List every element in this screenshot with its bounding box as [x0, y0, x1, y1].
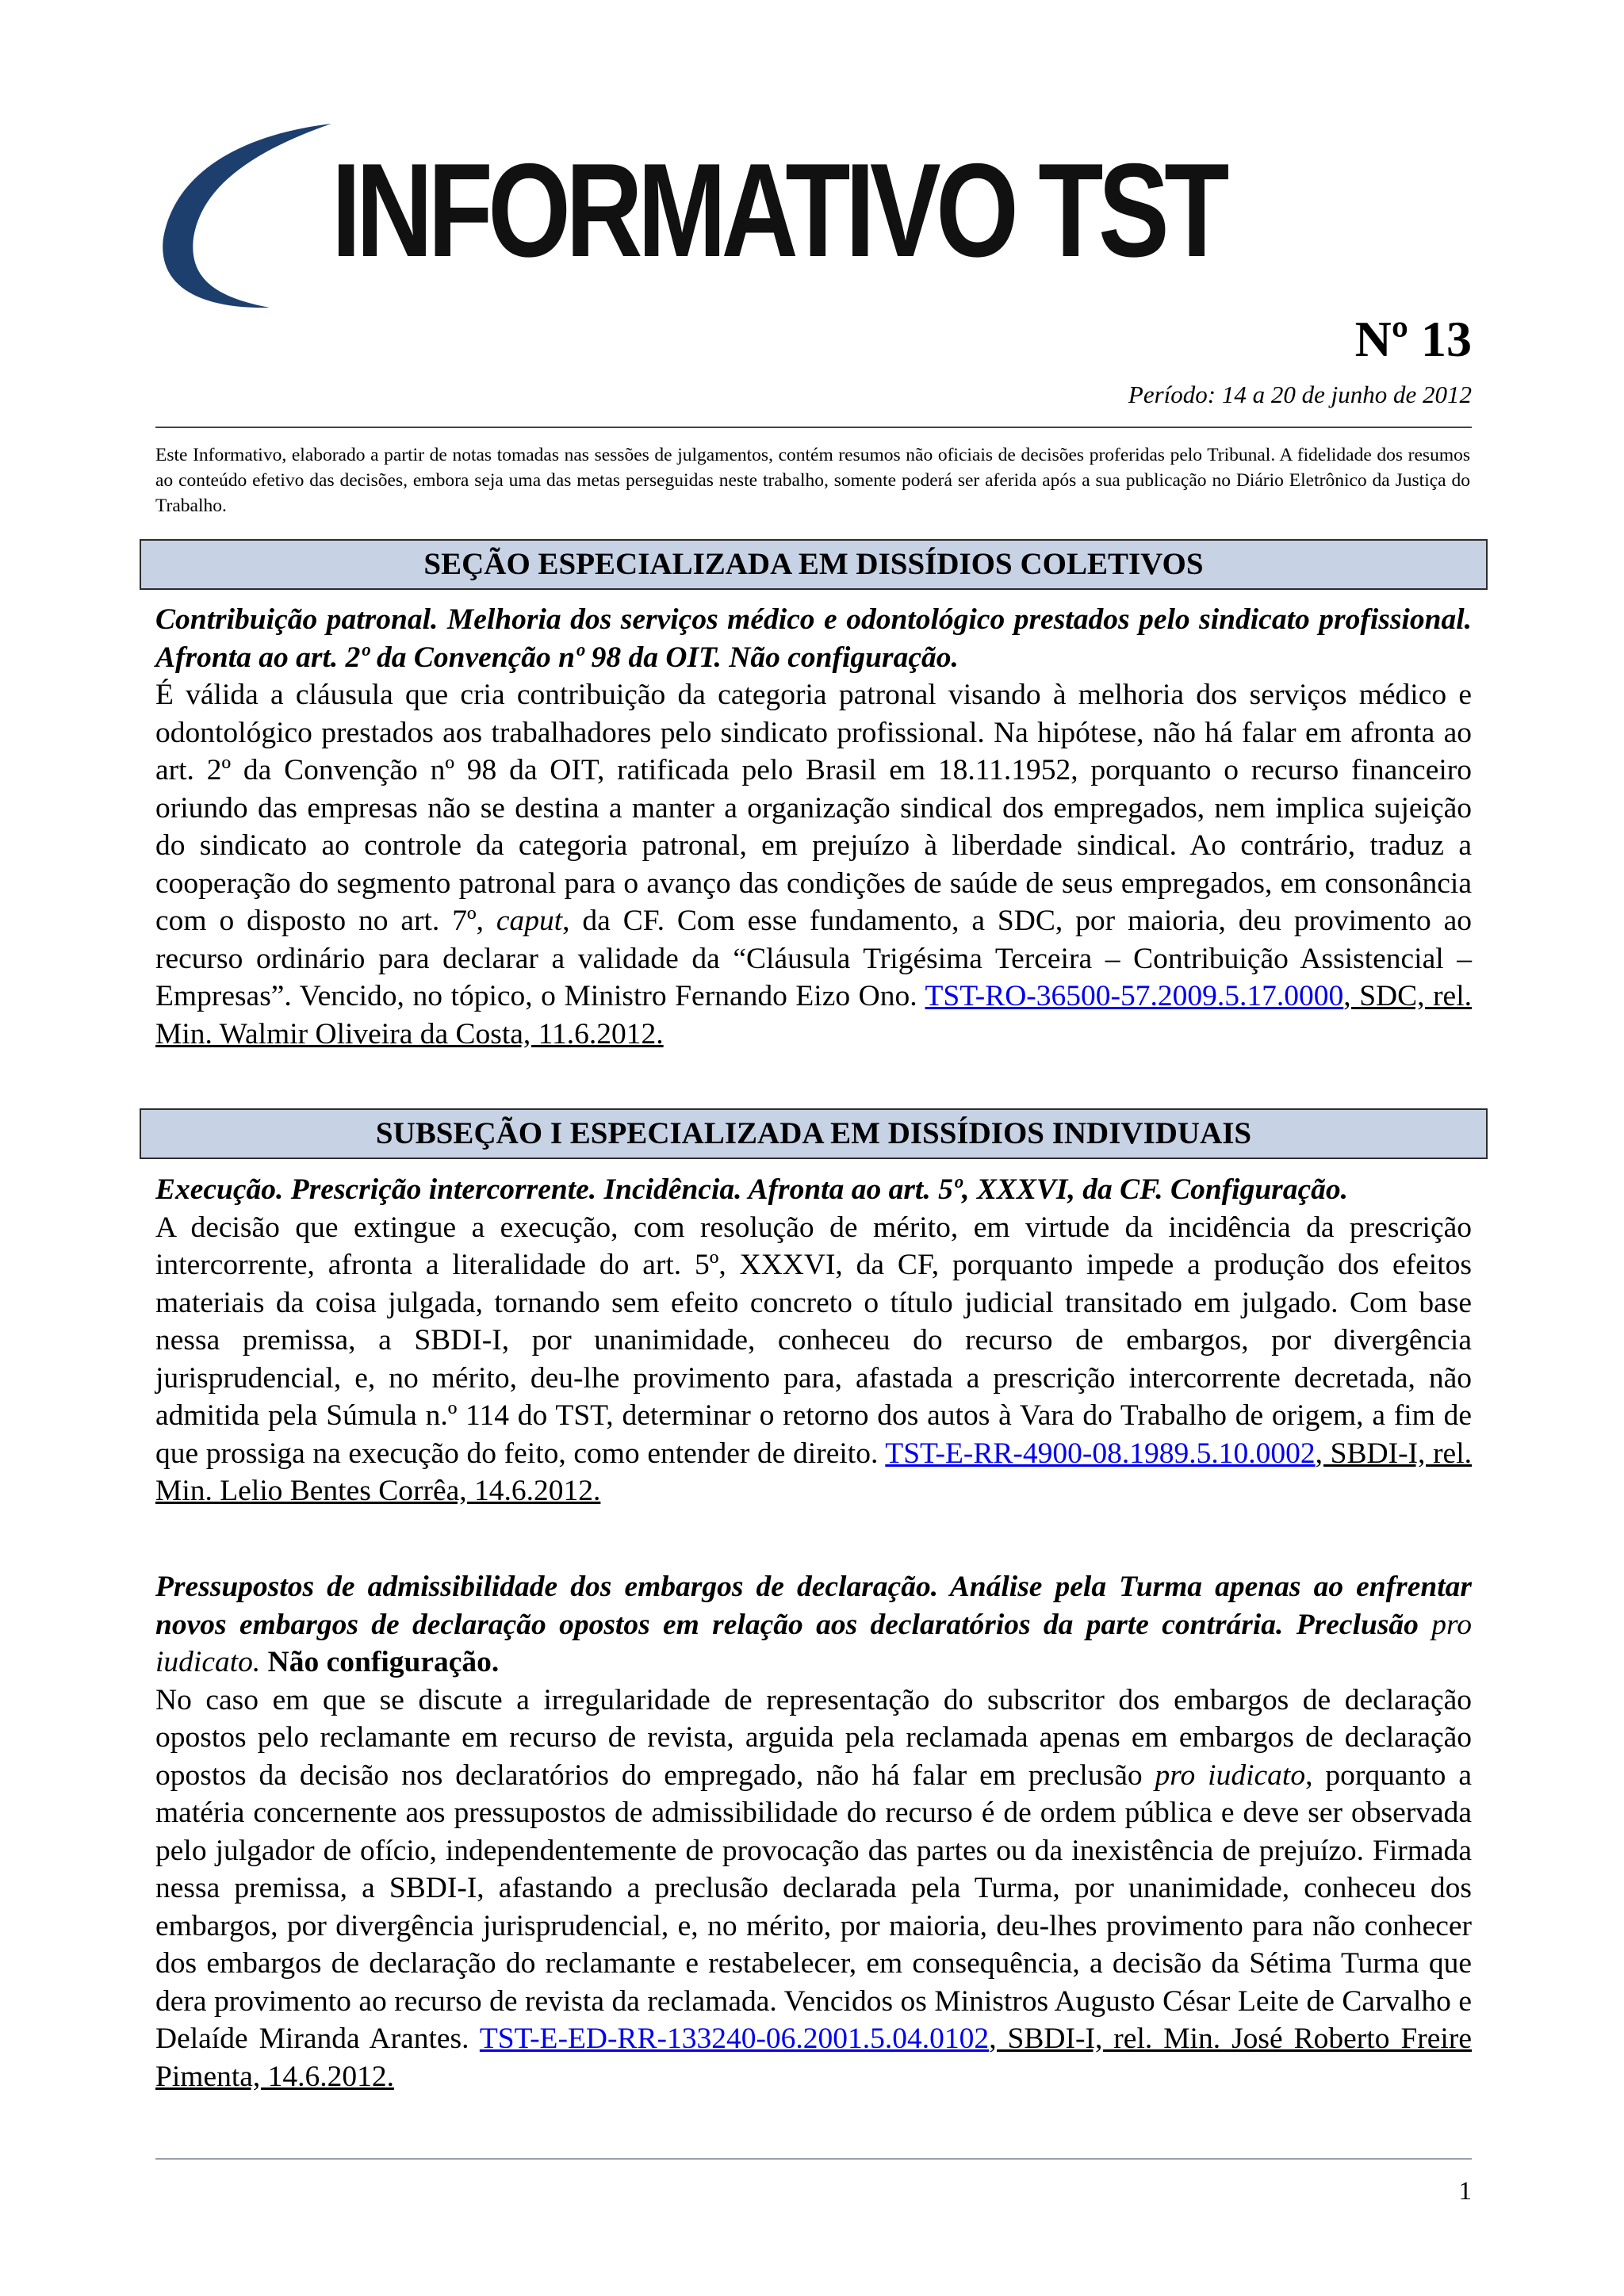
article-embargos-declaracao: [155, 1568, 1472, 2095]
body-text: No caso em que se discute a irregularidade de representação do subscritor dos embargos de declaração opostos pelo reclamante em recurso de revista, arguida pela reclamada apenas em embargos de declaração opostos da decisão nos declaratórios do empregado, não há falar em preclusão: [155, 1683, 1472, 1792]
case-reference: , SDC, rel. Min. Walmir Oliveira da Costa, 11.6.2012.: [155, 980, 1472, 1050]
body-italic-term: caput: [496, 905, 563, 937]
body-text: , da CF. Com esse fundamento, a SDC, por maioria, deu provimento ao recurso ordinário para declarar a validade da “Cláusula Trigésima Terceira – Contribuição Assistencial – Empresas”. Vencido, no tópico, o Ministro Fernando Eizo Ono.: [155, 905, 1473, 1012]
period-dates: Período: 14 a 20 de junho de 2012: [1128, 381, 1472, 408]
article-contribuicao-patronal: [155, 601, 1472, 1053]
title-text: Pressupostos de admissibilidade dos embargos de declaração. Análise pela Turma apenas ao enfrentar novos embargos de declaração opostos em relação aos declaratórios da parte contrária. Preclusão: [155, 1571, 1472, 1641]
case-link[interactable]: TST-E-ED-RR-133240-06.2001.5.04.0102: [479, 2022, 990, 2055]
body-text: , porquanto a matéria concernente aos pressupostos de admissibilidade do recurso é de ordem pública e deve ser observada pelo julgador de ofício, independentemente de provocação das partes ou da inexistência de prejuízo. Firmada nessa premissa, a SBDI-I, afastando a preclusão declarada pela Turma, por unanimidade, conheceu dos embargos, por divergência jurisprudencial, e, no mérito, por maioria, deu-lhes provimento para não conhecer dos embargos de declaração do reclamante e restabelecer, em consequência, a decisão da Sétima Turma que dera provimento ao recurso de revista da reclamada. Vencidos os Ministros Augusto César Leite de Carvalho e Delaíde Miranda Arantes.: [155, 1758, 1473, 2055]
case-reference: , SBDI-I, rel. Min. Lelio Bentes Corrêa, 14.6.2012.: [155, 1437, 1472, 1507]
page-number: 1: [1458, 2177, 1472, 2206]
case-reference: , SBDI-I, rel. Min. José Roberto Freire Pimenta, 14.6.2012.: [155, 2022, 1472, 2093]
body-text: É válida a cláusula que cria contribuição da categoria patronal visando à melhoria dos serviços médico e odontológico prestados aos trabalhadores pelo sindicato profissional. Na hipótese, não há falar em afronta ao art. 2º da Convenção nº 98 da OIT, ratificada pelo Brasil em 18.11.1952, porquanto o recurso financeiro oriundo das empresas não se destina a manter a organização sindical dos empregados, nem implica sujeição do sindicato ao controle da categoria patronal, em prejuízo à liberdade sindical. Ao contrário, traduz a cooperação do segmento patronal para o avanço das condições de saúde de seus empregados, em consonância com o disposto no art. 7º,: [155, 679, 1472, 937]
disclaimer-text: Este Informativo, elaborado a partir de notas tomadas nas sessões de julgamentos, contém resumos não oficiais de decisões proferidas pelo Tribunal. A fidelidade dos resumos ao conteúdo efetivo das decisões, embora seja uma das metas perseguidas neste trabalho, somente poderá ser aferida após a sua publicação no Diário Eletrônico da Justiça do Trabalho.: [155, 445, 1470, 516]
article-body: [155, 676, 1472, 1053]
publication-title: INFORMATIVO TST: [331, 136, 1224, 285]
logo-arc-icon: [143, 119, 349, 325]
article-title: Execução. Prescrição intercorrente. Incidência. Afronta ao art. 5º, XXXVI, da CF. Configuração.: [155, 1173, 1349, 1206]
title-text: Não configuração.: [267, 1646, 500, 1678]
article-body: [155, 1209, 1472, 1510]
section-heading-sbdi: SUBSEÇÃO I ESPECIALIZADA EM DISSÍDIOS INDIVIDUAIS: [140, 1108, 1488, 1159]
header-divider: [155, 427, 1472, 428]
issue-number: Nº 13: [1354, 311, 1472, 367]
footer-divider: [155, 2158, 1472, 2160]
body-italic-term: pro iudicato: [1155, 1758, 1306, 1792]
section-heading-sdc: SEÇÃO ESPECIALIZADA EM DISSÍDIOS COLETIVOS: [140, 539, 1488, 590]
article-title: [155, 1568, 1472, 1682]
case-link[interactable]: TST-E-RR-4900-08.1989.5.10.0002: [885, 1437, 1316, 1470]
article-body: [155, 1682, 1472, 2096]
case-link[interactable]: TST-RO-36500-57.2009.5.17.0000: [925, 980, 1344, 1012]
body-text: A decisão que extingue a execução, com resolução de mérito, em virtude da incidência da prescrição intercorrente, afronta a literalidade do art. 5º, XXXVI, da CF, porquanto impede a produção dos efeitos materiais da coisa julgada, tornando sem efeito concreto o título judicial transitado em julgado. Com base nessa premissa, a SBDI-I, por unanimidade, conheceu do recurso de embargos, por divergência jurisprudencial, e, no mérito, deu-lhe provimento para, afastada a prescrição intercorrente decretada, não admitida pela Súmula n.º 114 do TST, determinar o retorno dos autos à Vara do Trabalho de origem, a fim de que prossiga na execução do feito, como entender de direito.: [155, 1211, 1472, 1470]
article-title: Contribuição patronal. Melhoria dos serviços médico e odontológico prestados pelo sindicato profissional. Afronta ao art. 2º da Convenção nº 98 da OIT. Não configuração.: [155, 603, 1472, 674]
article-prescricao-intercorrente: [155, 1171, 1472, 1510]
title-latin-term: pro iudicato.: [155, 1608, 1472, 1678]
